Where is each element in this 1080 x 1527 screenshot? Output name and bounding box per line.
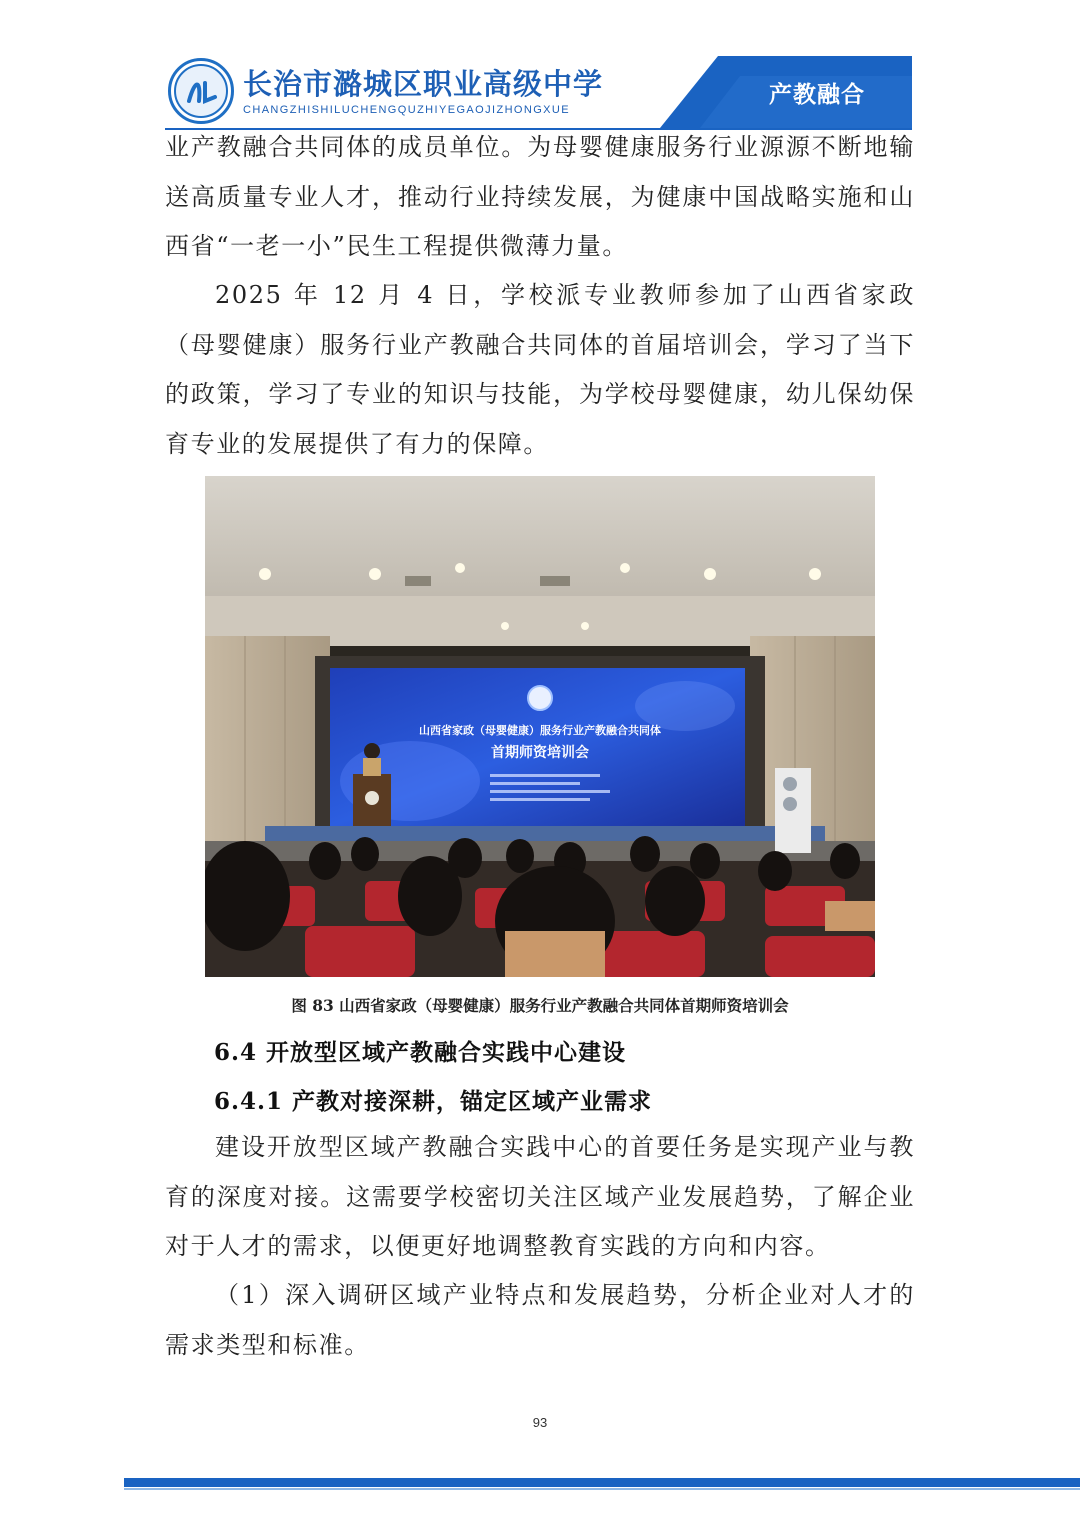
page-number: 93	[532, 1415, 548, 1430]
paragraph-4: （1）深入调研区域产业特点和发展趋势，分析企业对人才的需求类型和标准。	[165, 1281, 915, 1359]
page-header	[0, 0, 1080, 135]
footer-bar	[124, 1478, 1080, 1487]
meeting-photo	[205, 476, 875, 977]
school-name: 长治市潞城区职业高级中学	[243, 67, 604, 101]
meeting-photo-illustration	[205, 476, 875, 977]
paragraph-3: 建设开放型区域产教融合实践中心的首要任务是实现产业与教育的深度对接。这需要学校密切关注区域产业发展趋势，了解企业对于人才的需求，以便更好地调整教育实践的方向和内容。	[165, 1133, 915, 1260]
screen-title-line1: 山西省家政（母婴健康）服务行业产教融合共同体	[419, 724, 661, 737]
footer-line	[124, 1488, 1080, 1490]
school-name-pinyin: CHANGZHISHILUCHENGQUZHIYEGAOJIZHONGXUE	[243, 104, 571, 116]
screen-title-line2: 首期师资培训会	[491, 745, 589, 761]
figure-caption: 图 83 山西省家政（母婴健康）服务行业产教融合共同体首期师资培训会	[291, 996, 789, 1015]
paragraph-1: 业产教融合共同体的成员单位。为母婴健康服务行业源源不断地输送高质量专业人才，推动行业持续发展，为健康中国战略实施和山西省“一老一小”民生工程提供微薄力量。	[165, 133, 915, 260]
section-heading-6-4-1: 6.4.1 产教对接深耕，锚定区域产业需求	[214, 1088, 653, 1115]
paragraph-2: 2025 年 12 月 4 日，学校派专业教师参加了山西省家政（母婴健康）服务行业产教融合共同体的首届培训会，学习了当下的政策，学习了专业的知识与技能，为学校母婴健康，幼儿保幼保育专业的发展提供了有力的保障。	[165, 281, 915, 458]
section-tag: 产教融合	[769, 82, 865, 108]
school-emblem-icon	[168, 58, 234, 124]
section-heading-6-4: 6.4 开放型区域产教融合实践中心建设	[214, 1039, 627, 1066]
